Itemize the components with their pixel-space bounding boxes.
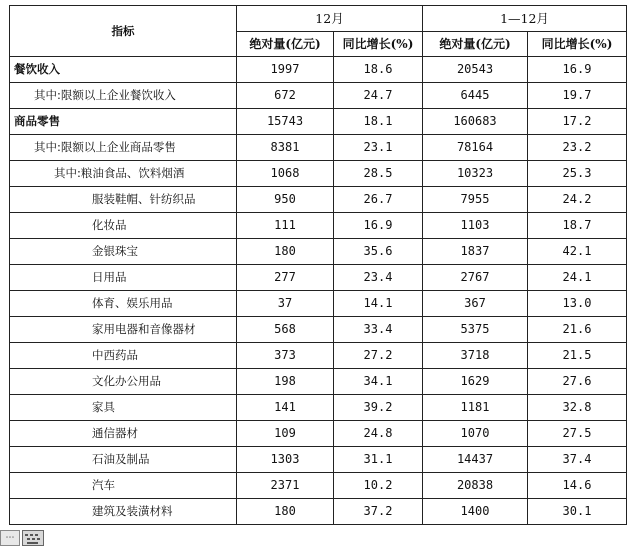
ytd-absolute-cell: 367 bbox=[423, 291, 528, 317]
row-label: 商品零售 bbox=[10, 109, 237, 135]
ytd-absolute-cell: 20838 bbox=[423, 473, 528, 499]
ytd-yoy-cell: 27.5 bbox=[528, 421, 627, 447]
ytd-absolute-cell: 3718 bbox=[423, 343, 528, 369]
ytd-absolute-cell: 78164 bbox=[423, 135, 528, 161]
december-absolute-cell: 180 bbox=[237, 499, 334, 525]
ytd-yoy-cell: 21.6 bbox=[528, 317, 627, 343]
ytd-yoy-cell: 21.5 bbox=[528, 343, 627, 369]
table-row bbox=[10, 317, 627, 343]
december-yoy-cell: 35.6 bbox=[334, 239, 423, 265]
december-yoy-cell: 24.8 bbox=[334, 421, 423, 447]
table-row bbox=[10, 213, 627, 239]
ytd-abs-header: 绝对量(亿元) bbox=[423, 32, 528, 57]
table-row bbox=[10, 239, 627, 265]
ytd-absolute-cell: 1103 bbox=[423, 213, 528, 239]
table-row bbox=[10, 109, 627, 135]
row-label: 体育、娱乐用品 bbox=[10, 291, 237, 317]
december-yoy-cell: 39.2 bbox=[334, 395, 423, 421]
ytd-yoy-cell: 25.3 bbox=[528, 161, 627, 187]
row-label: 通信器材 bbox=[10, 421, 237, 447]
december-absolute-cell: 950 bbox=[237, 187, 334, 213]
december-absolute-cell: 2371 bbox=[237, 473, 334, 499]
row-label: 汽车 bbox=[10, 473, 237, 499]
table-row bbox=[10, 369, 627, 395]
ytd-header: 1—12月 bbox=[423, 6, 627, 32]
ytd-yoy-cell: 37.4 bbox=[528, 447, 627, 473]
ytd-yoy-cell: 24.2 bbox=[528, 187, 627, 213]
december-absolute-cell: 277 bbox=[237, 265, 334, 291]
december-absolute-cell: 180 bbox=[237, 239, 334, 265]
row-label: 其中:限额以上企业商品零售 bbox=[10, 135, 237, 161]
table-body bbox=[10, 57, 627, 525]
table-row bbox=[10, 499, 627, 525]
table-row bbox=[10, 291, 627, 317]
december-absolute-cell: 672 bbox=[237, 83, 334, 109]
row-label: 日用品 bbox=[10, 265, 237, 291]
december-yoy-cell: 23.4 bbox=[334, 265, 423, 291]
december-yoy-cell: 24.7 bbox=[334, 83, 423, 109]
table-row bbox=[10, 343, 627, 369]
row-label: 其中:粮油食品、饮料烟酒 bbox=[10, 161, 237, 187]
ytd-absolute-cell: 1070 bbox=[423, 421, 528, 447]
table-header bbox=[10, 6, 627, 57]
table-row bbox=[10, 421, 627, 447]
indicator-header: 指标 bbox=[10, 6, 237, 57]
retail-sales-table bbox=[9, 5, 627, 525]
ytd-yoy-cell: 18.7 bbox=[528, 213, 627, 239]
december-yoy-cell: 33.4 bbox=[334, 317, 423, 343]
row-label: 金银珠宝 bbox=[10, 239, 237, 265]
ytd-yoy-cell: 23.2 bbox=[528, 135, 627, 161]
ytd-absolute-cell: 20543 bbox=[423, 57, 528, 83]
december-absolute-cell: 568 bbox=[237, 317, 334, 343]
ytd-yoy-cell: 13.0 bbox=[528, 291, 627, 317]
ytd-absolute-cell: 6445 bbox=[423, 83, 528, 109]
december-absolute-cell: 111 bbox=[237, 213, 334, 239]
ytd-absolute-cell: 1181 bbox=[423, 395, 528, 421]
ytd-absolute-cell: 1400 bbox=[423, 499, 528, 525]
row-label: 家用电器和音像器材 bbox=[10, 317, 237, 343]
table-row bbox=[10, 83, 627, 109]
december-yoy-cell: 28.5 bbox=[334, 161, 423, 187]
december-yoy-cell: 23.1 bbox=[334, 135, 423, 161]
ytd-yoy-cell: 30.1 bbox=[528, 499, 627, 525]
december-absolute-cell: 198 bbox=[237, 369, 334, 395]
december-yoy-cell: 31.1 bbox=[334, 447, 423, 473]
more-button[interactable]: ⋯ bbox=[0, 530, 20, 546]
status-corner-widget bbox=[0, 530, 44, 548]
ytd-yoy-header: 同比增长(%) bbox=[528, 32, 627, 57]
ytd-absolute-cell: 5375 bbox=[423, 317, 528, 343]
december-yoy-cell: 16.9 bbox=[334, 213, 423, 239]
row-label: 餐饮收入 bbox=[10, 57, 237, 83]
ytd-absolute-cell: 14437 bbox=[423, 447, 528, 473]
table-row bbox=[10, 473, 627, 499]
table-row bbox=[10, 395, 627, 421]
ytd-yoy-cell: 42.1 bbox=[528, 239, 627, 265]
december-absolute-cell: 109 bbox=[237, 421, 334, 447]
december-yoy-cell: 14.1 bbox=[334, 291, 423, 317]
december-absolute-cell: 141 bbox=[237, 395, 334, 421]
ytd-yoy-cell: 16.9 bbox=[528, 57, 627, 83]
december-absolute-cell: 37 bbox=[237, 291, 334, 317]
december-yoy-cell: 37.2 bbox=[334, 499, 423, 525]
row-label: 石油及制品 bbox=[10, 447, 237, 473]
december-yoy-cell: 10.2 bbox=[334, 473, 423, 499]
december-absolute-cell: 373 bbox=[237, 343, 334, 369]
table-row bbox=[10, 265, 627, 291]
table-row bbox=[10, 57, 627, 83]
december-yoy-cell: 26.7 bbox=[334, 187, 423, 213]
ytd-absolute-cell: 2767 bbox=[423, 265, 528, 291]
december-yoy-cell: 18.6 bbox=[334, 57, 423, 83]
ytd-absolute-cell: 1837 bbox=[423, 239, 528, 265]
row-label: 家具 bbox=[10, 395, 237, 421]
table-row bbox=[10, 187, 627, 213]
december-absolute-cell: 1997 bbox=[237, 57, 334, 83]
table-row bbox=[10, 447, 627, 473]
keyboard-icon[interactable] bbox=[22, 530, 44, 546]
december-yoy-cell: 34.1 bbox=[334, 369, 423, 395]
table-row bbox=[10, 135, 627, 161]
ytd-absolute-cell: 160683 bbox=[423, 109, 528, 135]
ytd-yoy-cell: 24.1 bbox=[528, 265, 627, 291]
retail-sales-table-container bbox=[9, 5, 626, 525]
december-yoy-cell: 18.1 bbox=[334, 109, 423, 135]
december-yoy-header: 同比增长(%) bbox=[334, 32, 423, 57]
ytd-absolute-cell: 1629 bbox=[423, 369, 528, 395]
row-label: 化妆品 bbox=[10, 213, 237, 239]
ytd-yoy-cell: 27.6 bbox=[528, 369, 627, 395]
december-header: 12月 bbox=[237, 6, 423, 32]
table-row bbox=[10, 161, 627, 187]
ytd-yoy-cell: 14.6 bbox=[528, 473, 627, 499]
ytd-absolute-cell: 10323 bbox=[423, 161, 528, 187]
ytd-absolute-cell: 7955 bbox=[423, 187, 528, 213]
ytd-yoy-cell: 19.7 bbox=[528, 83, 627, 109]
row-label: 中西药品 bbox=[10, 343, 237, 369]
december-absolute-cell: 8381 bbox=[237, 135, 334, 161]
ytd-yoy-cell: 17.2 bbox=[528, 109, 627, 135]
december-yoy-cell: 27.2 bbox=[334, 343, 423, 369]
december-abs-header: 绝对量(亿元) bbox=[237, 32, 334, 57]
december-absolute-cell: 1068 bbox=[237, 161, 334, 187]
ytd-yoy-cell: 32.8 bbox=[528, 395, 627, 421]
row-label: 文化办公用品 bbox=[10, 369, 237, 395]
december-absolute-cell: 15743 bbox=[237, 109, 334, 135]
december-absolute-cell: 1303 bbox=[237, 447, 334, 473]
row-label: 其中:限额以上企业餐饮收入 bbox=[10, 83, 237, 109]
row-label: 服装鞋帽、针纺织品 bbox=[10, 187, 237, 213]
row-label: 建筑及装潢材料 bbox=[10, 499, 237, 525]
